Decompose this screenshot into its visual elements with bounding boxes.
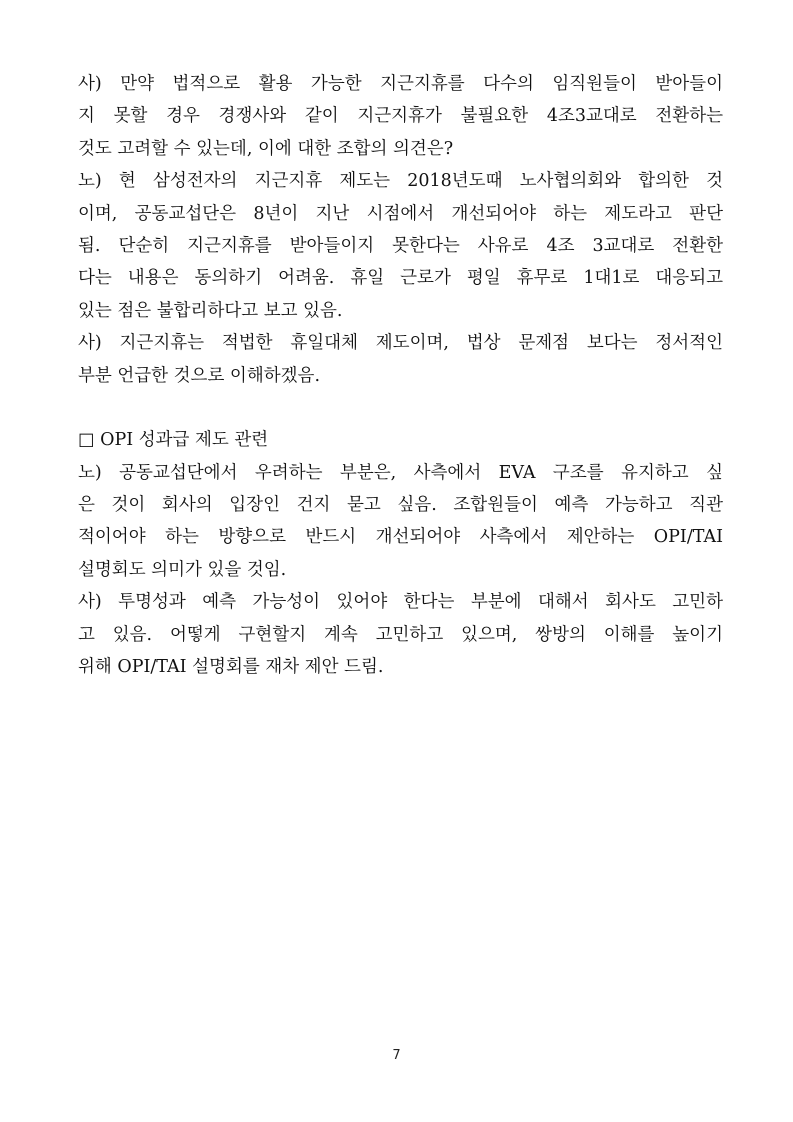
text-line: 이며, 공동교섭단은 8년이 지난 시점에서 개선되어야 하는 제도라고 판단 bbox=[78, 203, 723, 224]
paragraph-union-concern bbox=[78, 457, 723, 587]
text-line: 노) 공동교섭단에서 우려하는 부분은, 사측에서 EVA 구조를 유지하고 싶 bbox=[78, 462, 723, 483]
text-line: 적이어야 하는 방향으로 반드시 개선되어야 사측에서 제안하는 OPI/TAI bbox=[78, 527, 723, 548]
text-line: 부분 언급한 것으로 이해하겠음. bbox=[78, 365, 321, 386]
text-line: 은 것이 회사의 입장인 건지 묻고 싶음. 조합원들이 예측 가능하고 직관 bbox=[78, 495, 723, 516]
text-line: 다는 내용은 동의하기 어려움. 휴일 근로가 평일 휴무로 1대1로 대응되고 bbox=[78, 268, 723, 289]
text-line: 노) 현 삼성전자의 지근지휴 제도는 2018년도때 노사협의회와 합의한 것 bbox=[78, 171, 723, 192]
text-line: 설명회도 의미가 있을 것임. bbox=[78, 559, 287, 580]
text-line: 위해 OPI/TAI 설명회를 재차 제안 드림. bbox=[78, 657, 384, 678]
text-line: 사) 만약 법적으로 활용 가능한 지근지휴를 다수의 임직원들이 받아들이 bbox=[78, 74, 723, 94]
paragraph-union-response bbox=[78, 165, 723, 327]
section-heading-opi bbox=[78, 424, 723, 456]
text-line: 됨. 단순히 지근지휴를 받아들이지 못한다는 사유로 4조 3교대로 전환한 bbox=[78, 235, 723, 256]
text-line: 고 있음. 어떻게 구현할지 계속 고민하고 있으며, 쌍방의 이해를 높이기 bbox=[78, 624, 723, 645]
blank-line bbox=[78, 392, 723, 424]
document-body bbox=[78, 68, 723, 683]
paragraph-company-question bbox=[78, 68, 723, 165]
paragraph-company-answer bbox=[78, 586, 723, 683]
paragraph-company-reply bbox=[78, 327, 723, 392]
section-heading-text: □ OPI 성과급 제도 관련 bbox=[78, 430, 269, 451]
text-line: 사) 투명성과 예측 가능성이 있어야 한다는 부분에 대해서 회사도 고민하 bbox=[78, 592, 723, 613]
text-line: 사) 지근지휴는 적법한 휴일대체 제도이며, 법상 문제점 보다는 정서적인 bbox=[78, 333, 723, 354]
text-line: 지 못할 경우 경쟁사와 같이 지근지휴가 불필요한 4조3교대로 전환하는 bbox=[78, 106, 723, 127]
page-number: 7 bbox=[392, 1048, 401, 1063]
text-line: 있는 점은 불합리하다고 보고 있음. bbox=[78, 300, 343, 321]
text-line: 것도 고려할 수 있는데, 이에 대한 조합의 의견은? bbox=[78, 138, 454, 159]
